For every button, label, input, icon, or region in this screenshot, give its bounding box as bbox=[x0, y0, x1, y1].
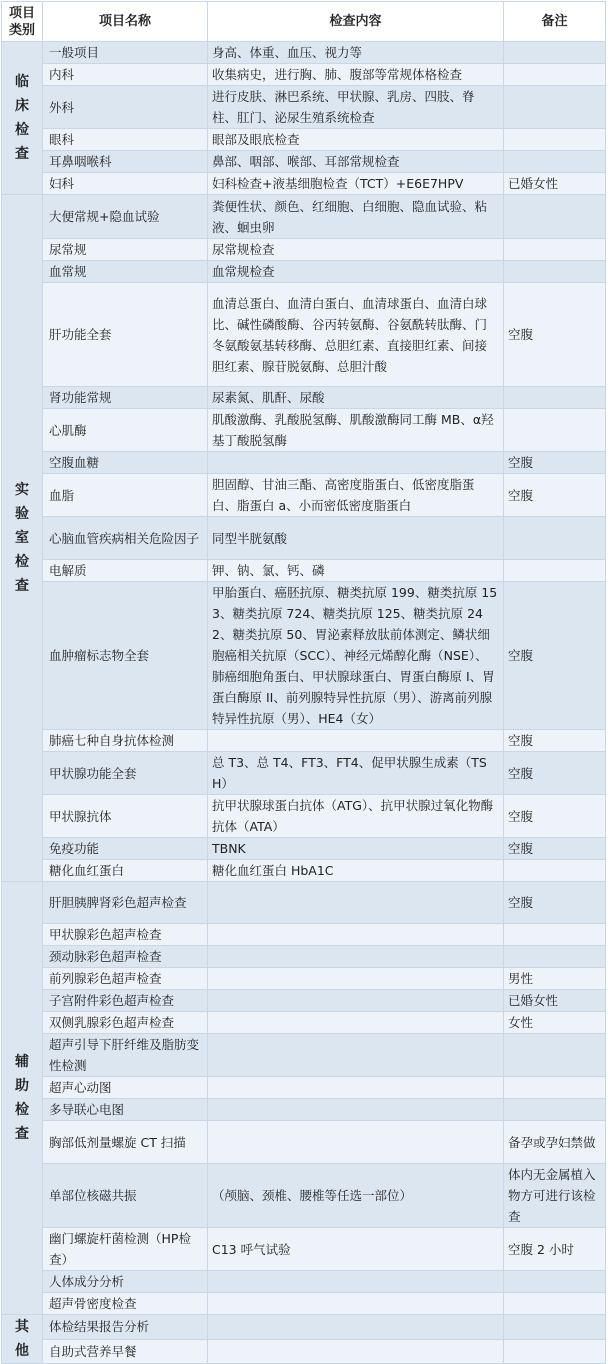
content-cell: 钾、钠、氯、钙、磷 bbox=[208, 560, 504, 582]
table-row bbox=[2, 882, 606, 924]
item-name-cell: 肝胆胰脾肾彩色超声检查 bbox=[43, 882, 208, 924]
item-name-cell: 耳鼻咽喉科 bbox=[43, 151, 208, 173]
header-content: 检查内容 bbox=[208, 2, 504, 42]
item-name-cell: 自助式营养早餐 bbox=[43, 1339, 208, 1364]
item-name-cell: 前列腺彩色超声检查 bbox=[43, 968, 208, 990]
note-cell bbox=[504, 1339, 606, 1364]
content-cell: 胆固醇、甘油三酯、高密度脂蛋白、低密度脂蛋白、脂蛋白 a、小而密低密度脂蛋白 bbox=[208, 474, 504, 517]
note-cell bbox=[504, 1315, 606, 1340]
table-row bbox=[2, 452, 606, 474]
note-cell bbox=[504, 86, 606, 129]
note-cell bbox=[504, 409, 606, 452]
note-cell bbox=[504, 239, 606, 261]
content-cell: 鼻部、咽部、喉部、耳部常规检查 bbox=[208, 151, 504, 173]
item-name-cell: 心脑血管疾病相关危险因子 bbox=[43, 517, 208, 560]
item-name-cell: 单部位核磁共振 bbox=[43, 1164, 208, 1228]
table-row bbox=[2, 990, 606, 1012]
table-header bbox=[2, 2, 606, 42]
item-name-cell: 血常规 bbox=[43, 261, 208, 283]
category-cell bbox=[2, 882, 43, 1315]
note-cell bbox=[504, 129, 606, 151]
content-cell bbox=[208, 1293, 504, 1315]
note-cell: 空腹 bbox=[504, 795, 606, 838]
content-cell: 眼部及眼底检查 bbox=[208, 129, 504, 151]
item-name-cell: 甲状腺彩色超声检查 bbox=[43, 924, 208, 946]
item-name-cell: 电解质 bbox=[43, 560, 208, 582]
item-name-cell: 体检结果报告分析 bbox=[43, 1315, 208, 1340]
item-name-cell: 心肌酶 bbox=[43, 409, 208, 452]
item-name-cell: 超声骨密度检查 bbox=[43, 1293, 208, 1315]
note-cell: 空腹 bbox=[504, 582, 606, 730]
item-name-cell: 胸部低剂量螺旋 CT 扫描 bbox=[43, 1121, 208, 1164]
table-row bbox=[2, 860, 606, 882]
item-name-cell: 肺癌七种自身抗体检测 bbox=[43, 730, 208, 752]
content-cell: 身高、体重、血压、视力等 bbox=[208, 42, 504, 64]
table-row bbox=[2, 1034, 606, 1077]
item-name-cell: 糖化血红蛋白 bbox=[43, 860, 208, 882]
content-cell bbox=[208, 1271, 504, 1293]
category-cell bbox=[2, 42, 43, 195]
note-cell: 空腹 bbox=[504, 752, 606, 795]
content-cell bbox=[208, 1034, 504, 1077]
category-label: 其他 bbox=[15, 1319, 29, 1359]
item-name-cell: 内科 bbox=[43, 64, 208, 86]
note-cell bbox=[504, 151, 606, 173]
table-row bbox=[2, 239, 606, 261]
item-name-cell: 颈动脉彩色超声检查 bbox=[43, 946, 208, 968]
category-label: 临床检查 bbox=[15, 74, 29, 162]
note-cell: 备孕或孕妇禁做 bbox=[504, 1121, 606, 1164]
content-cell bbox=[208, 990, 504, 1012]
category-cell bbox=[2, 195, 43, 882]
item-name-cell: 甲状腺抗体 bbox=[43, 795, 208, 838]
content-cell bbox=[208, 1121, 504, 1164]
content-cell bbox=[208, 1077, 504, 1099]
table-row bbox=[2, 1121, 606, 1164]
note-cell bbox=[504, 1271, 606, 1293]
content-cell: 尿常规检查 bbox=[208, 239, 504, 261]
table-row bbox=[2, 195, 606, 239]
note-cell bbox=[504, 560, 606, 582]
table-row bbox=[2, 946, 606, 968]
note-cell bbox=[504, 517, 606, 560]
table-row bbox=[2, 517, 606, 560]
item-name-cell: 血脂 bbox=[43, 474, 208, 517]
item-name-cell: 妇科 bbox=[43, 173, 208, 195]
item-name-cell: 幽门螺旋杆菌检测（HP检查） bbox=[43, 1228, 208, 1271]
table-row bbox=[2, 795, 606, 838]
content-cell bbox=[208, 1012, 504, 1034]
category-cell bbox=[2, 1315, 43, 1364]
content-cell: 进行皮肤、淋巴系统、甲状腺、乳房、四肢、脊柱、肛门、泌尿生殖系统检查 bbox=[208, 86, 504, 129]
note-cell bbox=[504, 261, 606, 283]
note-cell bbox=[504, 42, 606, 64]
note-cell: 空腹 bbox=[504, 882, 606, 924]
note-cell bbox=[504, 1077, 606, 1099]
item-name-cell: 眼科 bbox=[43, 129, 208, 151]
content-cell: 甲胎蛋白、癌胚抗原、糖类抗原 199、糖类抗原 153、糖类抗原 724、糖类抗原 125、糖类抗原 242、糖类抗原 50、胃泌素释放肽前体测定、鳞状细胞癌相关抗原（SCC）、神经元烯醇化酶（NSE）、肺癌细胞角蛋白、甲状腺球蛋白、胃蛋白酶原 I、胃蛋白酶原 II、前列腺特异性抗原（男）、游离前列腺特异性抗原（男）、HE4（女） bbox=[208, 582, 504, 730]
note-cell bbox=[504, 195, 606, 239]
note-cell: 空腹 bbox=[504, 730, 606, 752]
note-cell bbox=[504, 1293, 606, 1315]
content-cell bbox=[208, 1339, 504, 1364]
table-row bbox=[2, 261, 606, 283]
table-row bbox=[2, 582, 606, 730]
note-cell: 空腹 bbox=[504, 474, 606, 517]
table-row bbox=[2, 387, 606, 409]
item-name-cell: 甲状腺功能全套 bbox=[43, 752, 208, 795]
note-cell: 空腹 2 小时 bbox=[504, 1228, 606, 1271]
content-cell bbox=[208, 452, 504, 474]
note-cell bbox=[504, 860, 606, 882]
table-row bbox=[2, 560, 606, 582]
content-cell: 同型半胱氨酸 bbox=[208, 517, 504, 560]
content-cell: 总 T3、总 T4、FT3、FT4、促甲状腺生成素（TSH） bbox=[208, 752, 504, 795]
checkup-table bbox=[1, 1, 606, 1364]
content-cell bbox=[208, 946, 504, 968]
table-row bbox=[2, 1012, 606, 1034]
note-cell bbox=[504, 1034, 606, 1077]
category-label: 实验室检查 bbox=[15, 482, 29, 594]
table-row bbox=[2, 730, 606, 752]
table-row bbox=[2, 1339, 606, 1364]
note-cell: 男性 bbox=[504, 968, 606, 990]
item-name-cell: 一般项目 bbox=[43, 42, 208, 64]
content-cell: （颅脑、颈椎、腰椎等任选一部位） bbox=[208, 1164, 504, 1228]
item-name-cell: 超声引导下肝纤维及脂肪变性检测 bbox=[43, 1034, 208, 1077]
note-cell: 已婚女性 bbox=[504, 990, 606, 1012]
table-row bbox=[2, 1228, 606, 1271]
table-row bbox=[2, 129, 606, 151]
item-name-cell: 肝功能全套 bbox=[43, 283, 208, 387]
note-cell: 空腹 bbox=[504, 283, 606, 387]
table-row bbox=[2, 1164, 606, 1228]
note-cell bbox=[504, 924, 606, 946]
content-cell bbox=[208, 882, 504, 924]
table-row bbox=[2, 968, 606, 990]
table-row bbox=[2, 283, 606, 387]
note-cell: 空腹 bbox=[504, 838, 606, 860]
category-label: 辅助检查 bbox=[15, 1054, 29, 1142]
note-cell: 体内无金属植入物方可进行该检查 bbox=[504, 1164, 606, 1228]
table-row bbox=[2, 474, 606, 517]
item-name-cell: 多导联心电图 bbox=[43, 1099, 208, 1121]
content-cell: 抗甲状腺球蛋白抗体（ATG）、抗甲状腺过氧化物酶抗体（ATA） bbox=[208, 795, 504, 838]
table-row bbox=[2, 924, 606, 946]
item-name-cell: 免疫功能 bbox=[43, 838, 208, 860]
table-row bbox=[2, 1099, 606, 1121]
table-row bbox=[2, 1271, 606, 1293]
content-cell bbox=[208, 968, 504, 990]
item-name-cell: 空腹血糖 bbox=[43, 452, 208, 474]
item-name-cell: 大便常规+隐血试验 bbox=[43, 195, 208, 239]
content-cell: 血清总蛋白、血清白蛋白、血清球蛋白、血清白球比、碱性磷酸酶、谷丙转氨酶、谷氨酰转肽酶、门冬氨酸氨基转移酶、总胆红素、直接胆红素、间接胆红素、腺苷脱氨酶、总胆汁酸 bbox=[208, 283, 504, 387]
item-name-cell: 外科 bbox=[43, 86, 208, 129]
content-cell: 糖化血红蛋白 HbA1C bbox=[208, 860, 504, 882]
header-category: 项目类别 bbox=[2, 2, 43, 42]
table-row bbox=[2, 86, 606, 129]
table-row bbox=[2, 752, 606, 795]
note-cell: 空腹 bbox=[504, 452, 606, 474]
table-row bbox=[2, 151, 606, 173]
header-name: 项目名称 bbox=[43, 2, 208, 42]
table-row bbox=[2, 838, 606, 860]
item-name-cell: 超声心动图 bbox=[43, 1077, 208, 1099]
note-cell bbox=[504, 64, 606, 86]
item-name-cell: 人体成分分析 bbox=[43, 1271, 208, 1293]
content-cell: 尿素氮、肌酐、尿酸 bbox=[208, 387, 504, 409]
content-cell bbox=[208, 1099, 504, 1121]
table-row bbox=[2, 409, 606, 452]
content-cell: 粪便性状、颜色、红细胞、白细胞、隐血试验、粘液、蛔虫卵 bbox=[208, 195, 504, 239]
note-cell: 已婚女性 bbox=[504, 173, 606, 195]
content-cell: 妇科检查+液基细胞检查（TCT）+E6E7HPV bbox=[208, 173, 504, 195]
item-name-cell: 血肿瘤标志物全套 bbox=[43, 582, 208, 730]
header-note: 备注 bbox=[504, 2, 606, 42]
table-row bbox=[2, 42, 606, 64]
table-row bbox=[2, 1293, 606, 1315]
table-row bbox=[2, 173, 606, 195]
content-cell bbox=[208, 924, 504, 946]
content-cell: 收集病史，进行胸、肺、腹部等常规体格检查 bbox=[208, 64, 504, 86]
item-name-cell: 子宫附件彩色超声检查 bbox=[43, 990, 208, 1012]
item-name-cell: 肾功能常规 bbox=[43, 387, 208, 409]
item-name-cell: 双侧乳腺彩色超声检查 bbox=[43, 1012, 208, 1034]
item-name-cell: 尿常规 bbox=[43, 239, 208, 261]
note-cell bbox=[504, 946, 606, 968]
table-row bbox=[2, 1315, 606, 1340]
content-cell: 肌酸激酶、乳酸脱氢酶、肌酸激酶同工酶 MB、α羟基丁酸脱氢酶 bbox=[208, 409, 504, 452]
note-cell: 女性 bbox=[504, 1012, 606, 1034]
content-cell bbox=[208, 730, 504, 752]
content-cell: C13 呼气试验 bbox=[208, 1228, 504, 1271]
table-row bbox=[2, 64, 606, 86]
table-row bbox=[2, 1077, 606, 1099]
content-cell: TBNK bbox=[208, 838, 504, 860]
note-cell bbox=[504, 1099, 606, 1121]
note-cell bbox=[504, 387, 606, 409]
content-cell: 血常规检查 bbox=[208, 261, 504, 283]
content-cell bbox=[208, 1315, 504, 1340]
table-body bbox=[2, 42, 606, 1364]
